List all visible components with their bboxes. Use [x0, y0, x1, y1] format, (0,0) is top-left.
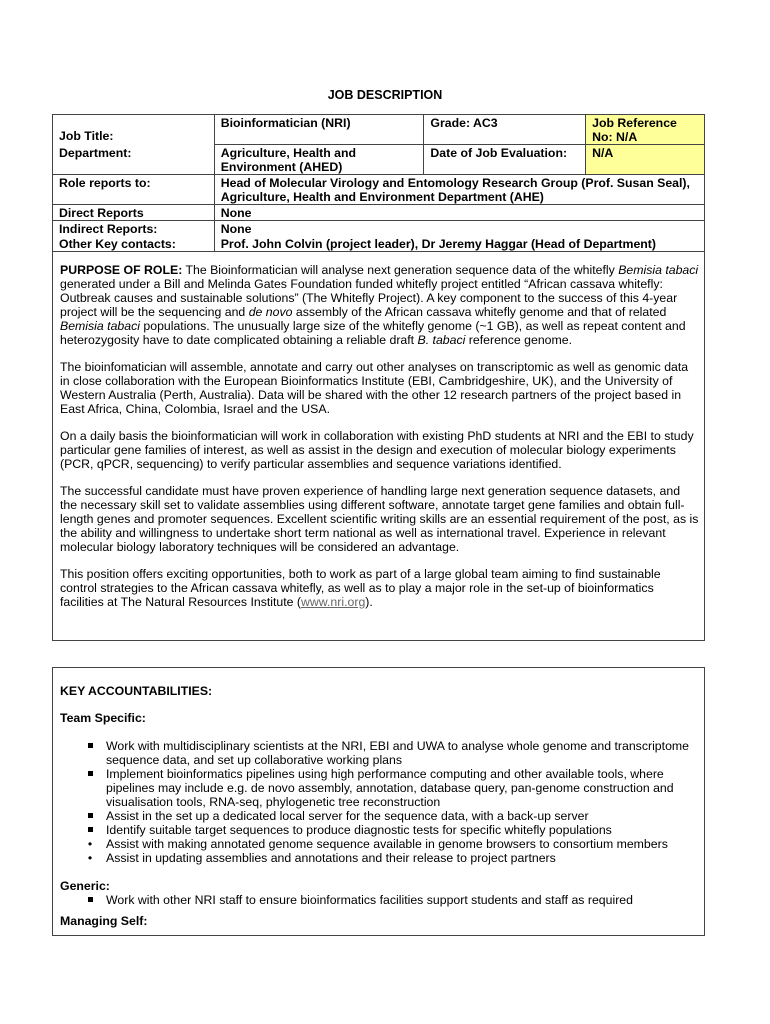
purpose-of-role	[60, 263, 700, 622]
job-details-table	[52, 114, 705, 252]
list-item-text: Implement bioinformatics pipelines using high performance computing and other available tools, where pipelines may include e.g. de novo assembly, annotation, database query, pan-genome construction and visualisation tools, RNA-seq, phylogenetic tree reconstruction	[106, 767, 674, 809]
list-item-text: Assist in updating assemblies and annotations and their release to project partners	[106, 851, 556, 865]
square-bullet-icon	[84, 739, 96, 753]
purpose-paragraph-4: The successful candidate must have proven experience of handling large next generation sequence datasets, and the necessary skill set to validate assemblies using different software, annotate target gene families and obtain full-length genes and promoter sequences. Excellent scientific writing skills are an essential requirement of the post, as is the ability and willingness to undertake short term national as well as international travel. Experience in relevant molecular biology laboratory techniques will be considered an advantage.	[60, 484, 699, 554]
list-item	[60, 809, 700, 823]
square-bullet-icon	[84, 823, 96, 837]
nri-website-link[interactable]: www.nri.org	[301, 595, 366, 609]
square-bullet-icon	[84, 809, 96, 823]
table-row	[53, 236, 705, 252]
species-name: Bemisia tabaci	[618, 263, 699, 277]
reports-to-value: Head of Molecular Virology and Entomology Research Group (Prof. Susan Seal), Agriculture, Health and Environment Department (AHE)	[214, 175, 704, 205]
key-contacts-value: Prof. John Colvin (project leader), Dr Jeremy Haggar (Head of Department)	[214, 236, 704, 252]
job-details-section	[52, 114, 705, 641]
job-title-value: Bioinformatician (NRI)	[214, 115, 424, 145]
department-value: Agriculture, Health and Environment (AHED)	[214, 145, 424, 175]
purpose-label: PURPOSE OF ROLE:	[60, 263, 183, 277]
job-reference: Job Reference No: N/A	[586, 115, 705, 145]
list-item-text: Assist in the set up a dedicated local server for the sequence data, with a back-up server	[106, 809, 589, 823]
table-row	[53, 175, 705, 205]
list-item	[60, 823, 700, 837]
square-bullet-icon	[84, 893, 96, 907]
table-row	[53, 115, 705, 145]
text-span: reference genome.	[465, 333, 573, 347]
text-span: ).	[365, 595, 373, 609]
direct-reports-value: None	[214, 205, 704, 221]
key-accountabilities-section	[52, 667, 705, 936]
team-specific-heading: Team Specific:	[60, 711, 146, 725]
list-item-text: Work with other NRI staff to ensure bioinformatics facilities support students and staff as required	[106, 893, 633, 907]
evaluation-date-label: Date of Job Evaluation:	[424, 145, 586, 175]
job-title-label: Job Title:	[59, 129, 114, 143]
list-item	[60, 851, 700, 865]
species-name: B. tabaci	[417, 333, 466, 347]
list-item	[60, 739, 700, 767]
department-label: Department:	[53, 145, 215, 175]
table-row	[53, 205, 705, 221]
list-item-text: Assist with making annotated genome sequence available in genome browsers to consortium members	[106, 837, 668, 851]
managing-self-heading: Managing Self:	[60, 914, 148, 928]
direct-reports-label: Direct Reports	[53, 205, 215, 221]
text-span: populations. The unusually large size of the whitefly genome (~1 GB), as well as repeat content and heterozygosity have to date complicated obtaining a reliable draft	[60, 319, 686, 347]
indirect-reports-value: None	[214, 221, 704, 237]
text-span: generated under a Bill and Melinda Gates Foundation funded whitefly project entitled “African cassava whitefly: Outbreak causes and sustainable solutions” (The Whitefly Project). A key component to the success of this 4-year project will be the sequencing and	[60, 277, 678, 319]
text-span: assembly of the African cassava whitefly genome and that of related	[292, 305, 667, 319]
purpose-paragraph-1	[60, 263, 700, 347]
text-span: This position offers exciting opportunities, both to work as part of a large global team aiming to find sustainable control strategies to the African cassava whitefly, as well as to play a major role in the set-up of bioinformatics facilities at The Natural Resources Institute (	[60, 567, 661, 609]
purpose-paragraph-2: The bioinfomatician will assemble, annotate and carry out other analyses on transcriptomic as well as genomic data in close collaboration with the European Bioinformatics Institute (EBI, Cambridgeshire, UK), and the University of Western Australia (Perth, Australia). Data will be shared with the other 12 research partners of the project based in East Africa, China, Colombia, Israel and the USA.	[60, 360, 689, 416]
generic-list	[60, 893, 700, 907]
list-item	[60, 767, 700, 809]
accountabilities-content	[60, 684, 700, 928]
indirect-reports-label: Indirect Reports:	[53, 221, 215, 237]
team-specific-list	[60, 739, 700, 865]
generic-heading: Generic:	[60, 879, 110, 893]
square-bullet-icon	[84, 767, 96, 781]
table-row	[53, 221, 705, 237]
key-contacts-label: Other Key contacts:	[53, 236, 215, 252]
evaluation-date-value: N/A	[586, 145, 705, 175]
list-item-text: Identify suitable target sequences to produce diagnostic tests for specific whitefly populations	[106, 823, 612, 837]
table-row	[53, 145, 705, 175]
list-item	[60, 893, 700, 907]
list-item-text: Work with multidisciplinary scientists at the NRI, EBI and UWA to analyse whole genome and transcriptome sequence data, and set up collaborative working plans	[106, 739, 689, 767]
list-item	[60, 837, 700, 851]
page-title: JOB DESCRIPTION	[327, 88, 443, 102]
round-bullet-icon	[84, 837, 96, 851]
species-name: Bemisia tabaci	[60, 319, 140, 333]
reports-to-label: Role reports to:	[53, 175, 215, 205]
purpose-paragraph-5	[60, 567, 700, 609]
round-bullet-icon	[84, 851, 96, 865]
accountabilities-heading: KEY ACCOUNTABILITIES:	[60, 684, 213, 698]
italic-term: de novo	[248, 305, 293, 319]
text-span: The Bioinformatician will analyse next generation sequence data of the whitefly	[182, 263, 619, 277]
grade-value: Grade: AC3	[424, 115, 586, 145]
purpose-paragraph-3: On a daily basis the bioinformatician will work in collaboration with existing PhD students at NRI and the EBI to study particular gene families of interest, as well as assist in the design and execution of molecular biology experiments (PCR, qPCR, sequencing) to verify particular assemblies and sequence variations identified.	[60, 429, 694, 471]
